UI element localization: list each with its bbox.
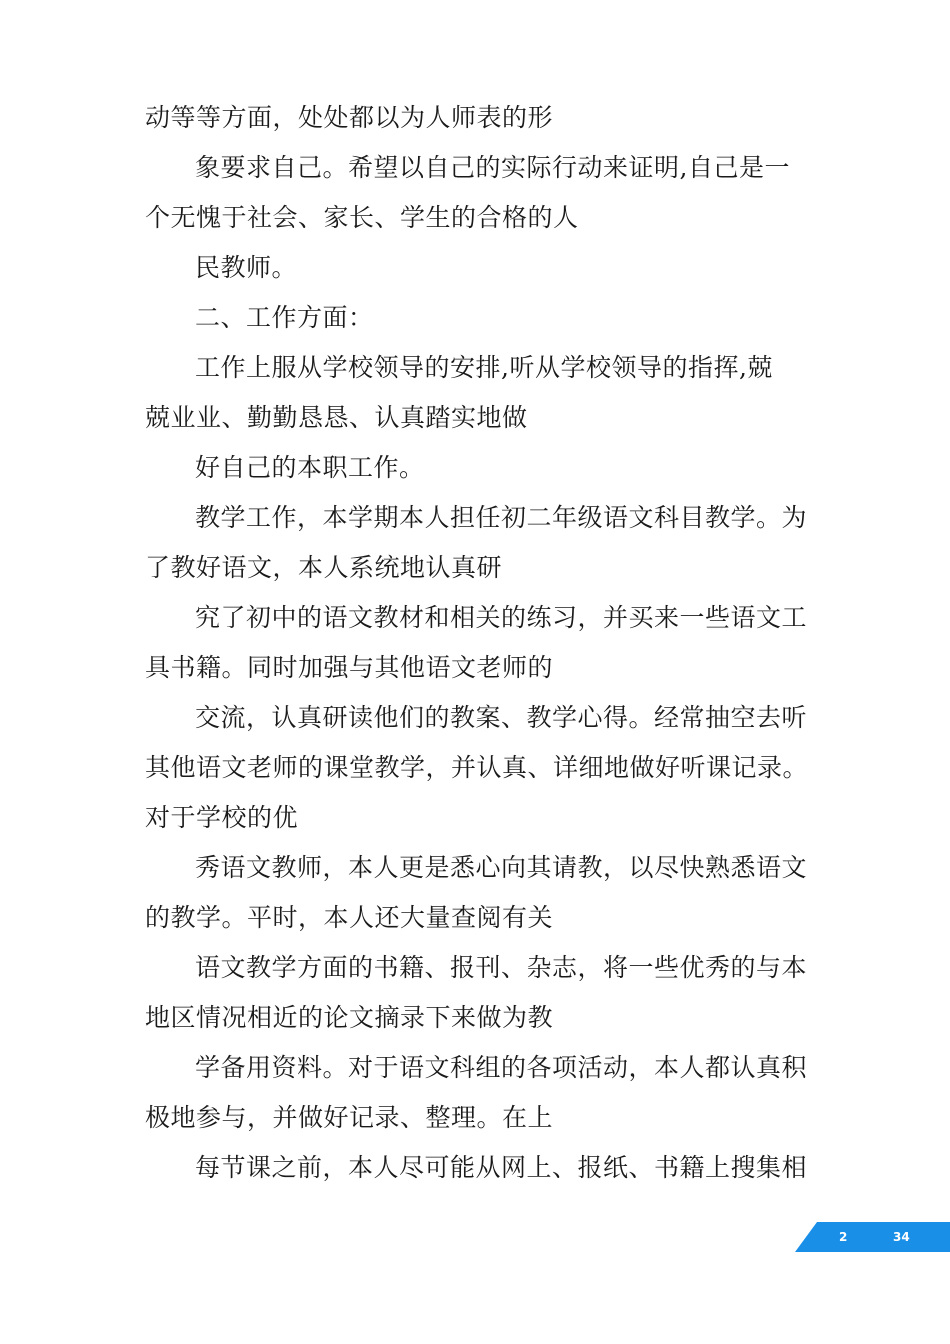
page-indicator-badge — [795, 1222, 950, 1252]
page-footer — [795, 1222, 950, 1252]
text-line: 二、工作方面： — [195, 303, 374, 332]
current-page-number: 2 — [839, 1230, 848, 1244]
text-line: 工作上服从学校领导的安排,听从学校领导的指挥,兢 — [195, 353, 773, 382]
document-body — [145, 93, 810, 1193]
text-line: 交流，认真研读他们的教案、教学心得。经常抽空去听 — [195, 703, 808, 732]
total-pages-number: 34 — [893, 1230, 910, 1244]
text-line: 究了初中的语文教材和相关的练习，并买来一些语文工 — [195, 603, 808, 632]
text-line: 教学工作，本学期本人担任初二年级语文科目教学。为 — [195, 503, 808, 532]
text-line: 了教好语文，本人系统地认真研 — [145, 553, 503, 582]
text-line: 极地参与，并做好记录、整理。在上 — [145, 1103, 554, 1132]
text-line: 秀语文教师，本人更是悉心向其请教，以尽快熟悉语文 — [195, 853, 808, 882]
text-line: 语文教学方面的书籍、报刊、杂志，将一些优秀的与本 — [195, 953, 808, 982]
text-line: 的教学。平时，本人还大量查阅有关 — [145, 903, 554, 932]
text-line: 地区情况相近的论文摘录下来做为教 — [145, 1003, 554, 1032]
text-line: 其他语文老师的课堂教学，并认真、详细地做好听课记录。 — [145, 753, 809, 782]
text-line: 象要求自己。希望以自己的实际行动来证明,自己是一 — [195, 153, 790, 182]
text-line: 每节课之前，本人尽可能从网上、报纸、书籍上搜集相 — [195, 1153, 808, 1182]
text-line: 具书籍。同时加强与其他语文老师的 — [145, 653, 554, 682]
text-line: 民教师。 — [195, 253, 298, 282]
text-line: 对于学校的优 — [145, 803, 299, 832]
text-line: 个无愧于社会、家长、学生的合格的人 — [145, 203, 579, 232]
text-line: 好自己的本职工作。 — [195, 453, 425, 482]
text-line: 兢业业、勤勤恳恳、认真踏实地做 — [145, 403, 528, 432]
text-line: 学备用资料。对于语文科组的各项活动，本人都认真积 — [195, 1053, 808, 1082]
text-line: 动等等方面，处处都以为人师表的形 — [145, 103, 554, 132]
